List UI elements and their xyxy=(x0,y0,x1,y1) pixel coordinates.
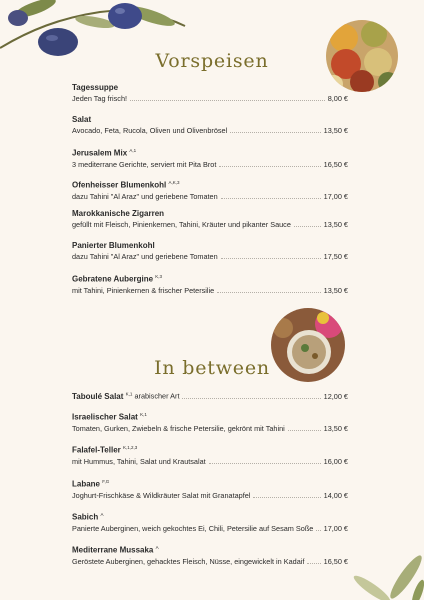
item-allergens: F,G xyxy=(102,479,110,484)
menu-item xyxy=(72,82,348,104)
item-price: 16,50 € xyxy=(323,556,348,566)
item-price: 17,00 € xyxy=(323,523,348,533)
item-description: Geröstete Auberginen, gehacktes Fleisch, Nüsse, eingewickelt in Kadaif xyxy=(72,556,305,566)
item-name: Israelischer Salat $^{K,1}$ xyxy=(72,412,147,422)
dot-leader xyxy=(230,132,320,133)
item-name: Panierter Blumenkohl xyxy=(72,241,155,250)
item-description: Tomaten, Gurken, Zwiebeln & frische Petersilie, gekrönt mit Tahini xyxy=(72,423,285,433)
item-price: 8,00 € xyxy=(327,94,348,103)
item-price: 17,50 € xyxy=(323,252,348,261)
item-description: gefüllt mit Fleisch, Pinienkernen, Tahini, Kräuter und pikanter Sauce xyxy=(72,220,291,229)
item-price: 13,50 € xyxy=(323,126,348,135)
menu-item xyxy=(72,509,348,534)
item-allergens: K,3 xyxy=(155,274,163,279)
dot-leader xyxy=(307,563,320,564)
item-name: Labane $^{F,G}$ xyxy=(72,479,110,489)
menu-item xyxy=(72,114,348,136)
dot-leader xyxy=(221,258,321,259)
item-description: Panierte Auberginen, weich gekochtes Ei, Chili, Petersilie auf Sesam Soße xyxy=(72,523,314,533)
dot-leader xyxy=(288,430,321,431)
item-allergens: K,1,2,3 xyxy=(123,445,138,450)
item-allergens: K,1 xyxy=(140,412,147,417)
menu-item xyxy=(72,177,348,202)
item-price: 16,00 € xyxy=(323,456,348,466)
dot-leader xyxy=(219,166,320,167)
item-description: arabischer Art xyxy=(134,391,180,401)
item-name: Sabich $^A$ xyxy=(72,512,104,522)
item-price: 13,50 € xyxy=(323,220,348,229)
item-description: mit Tahini, Pinienkernen & frischer Petersilie xyxy=(72,285,215,295)
section-title-vorspeisen: Vorspeisen xyxy=(155,50,269,72)
item-price: 13,50 € xyxy=(323,285,348,295)
item-description: Joghurt-Frischkäse & Wildkräuter Salat mit Granatapfel xyxy=(72,490,251,500)
menu-item xyxy=(72,240,348,262)
item-name: Taboulé Salat $^{K,1}$ xyxy=(72,391,133,401)
menu-item xyxy=(72,388,348,402)
item-description: mit Hummus, Tahini, Salat und Krautsalat xyxy=(72,456,206,466)
menu-item xyxy=(72,145,348,170)
dot-leader xyxy=(130,100,325,101)
item-allergens: A,1 xyxy=(129,148,137,153)
item-price: 13,50 € xyxy=(323,423,348,433)
menu-item xyxy=(72,442,348,467)
item-name: Tagessuppe xyxy=(72,83,119,92)
item-name: Marokkanische Zigarren xyxy=(72,209,165,218)
item-name: Gebratene Aubergine $^{K,3}$ xyxy=(72,274,163,284)
item-name: Salat xyxy=(72,115,92,124)
item-name: Jerusalem Mix $^{A,1}$ xyxy=(72,148,137,158)
item-price: 14,00 € xyxy=(323,490,348,500)
menu-item xyxy=(72,208,348,230)
dot-leader xyxy=(221,198,321,199)
item-allergens: A,K,3 xyxy=(168,180,180,185)
dot-leader xyxy=(182,398,320,399)
menu-item xyxy=(72,542,348,567)
item-name: Ofenheisser Blumenkohl $^{A,K,3}$ xyxy=(72,180,180,190)
item-allergens: A xyxy=(155,545,159,550)
item-price: 12,00 € xyxy=(323,391,348,401)
item-name: Mediterrane Mussaka $^A$ xyxy=(72,545,159,555)
item-description: Avocado, Feta, Rucola, Oliven und Olivenbrösel xyxy=(72,126,228,135)
olive-leaves-icon xyxy=(344,555,424,600)
dot-leader xyxy=(209,463,321,464)
menu-item xyxy=(72,476,348,501)
menu-item xyxy=(72,271,348,296)
item-description: Jeden Tag frisch! xyxy=(72,94,128,103)
item-price: 16,50 € xyxy=(323,159,348,169)
section-title-in-between: In between xyxy=(154,357,270,379)
dot-leader xyxy=(253,497,320,498)
dot-leader xyxy=(294,226,321,227)
item-description: 3 mediterrane Gerichte, serviert mit Pita Brot xyxy=(72,159,217,169)
item-allergens: A xyxy=(100,512,104,517)
item-price: 17,00 € xyxy=(323,191,348,201)
item-description: dazu Tahini "Al Araz" und geriebene Tomaten xyxy=(72,252,218,261)
item-allergens: K,1 xyxy=(125,391,133,396)
menu-item xyxy=(72,409,348,434)
item-description: dazu Tahini "Al Araz" und geriebene Tomaten xyxy=(72,191,218,201)
dot-leader xyxy=(316,530,320,531)
item-name: Falafel-Teller $^{K,1,2,3}$ xyxy=(72,445,138,455)
dot-leader xyxy=(217,292,320,293)
